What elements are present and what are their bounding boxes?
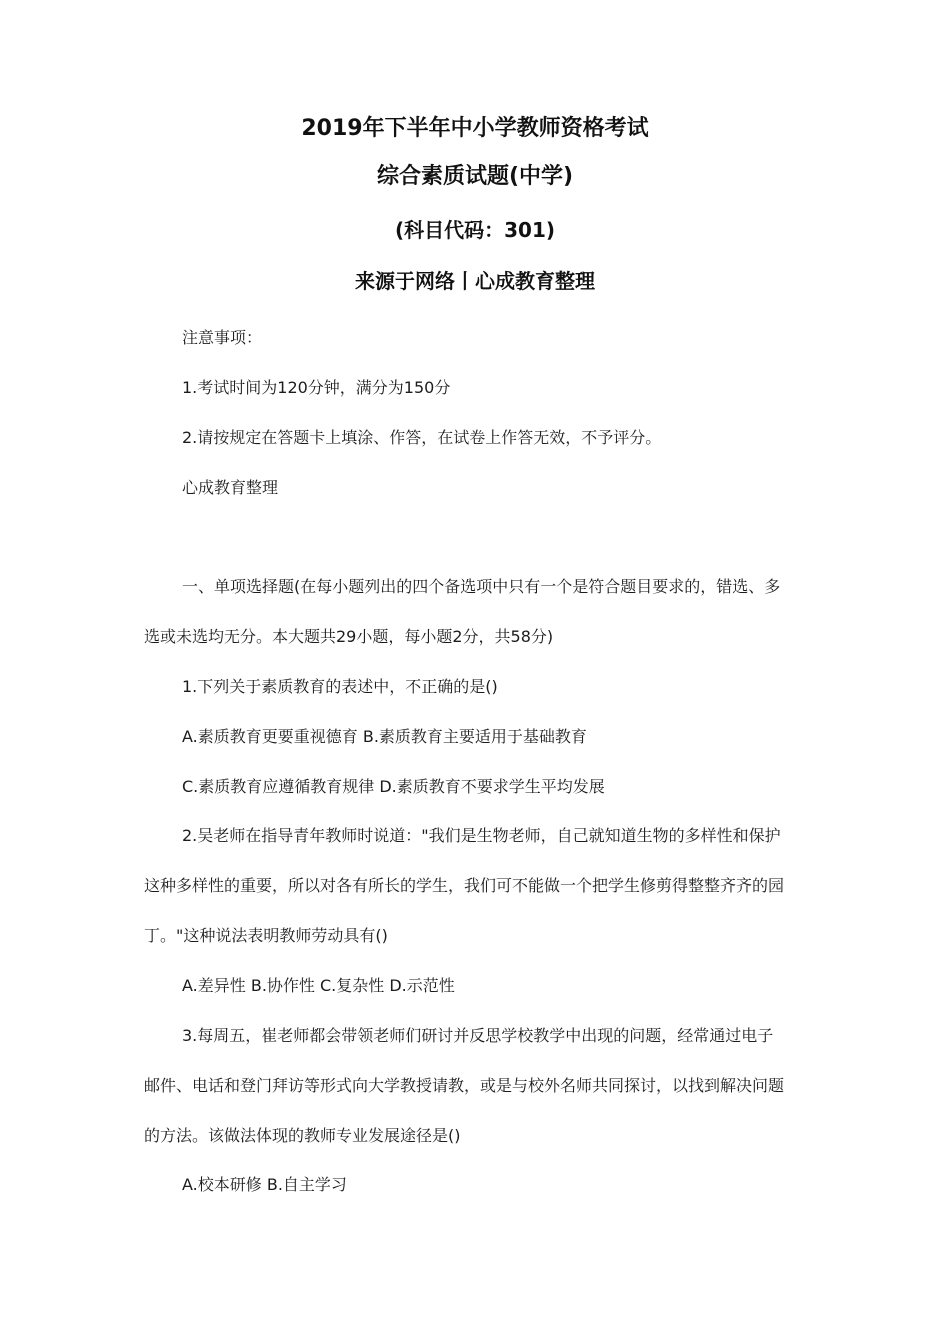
notice-item: 1.考试时间为120分钟，满分为150分 [182,378,451,397]
exam-title: 2019年下半年中小学教师资格考试 [301,116,649,141]
exam-subtitle: 综合素质试题(中学) [376,164,574,189]
question-stem: 3.每周五，崔老师都会带领老师们研讨并反思学校教学中出现的问题，经常通过电子 [182,1026,774,1045]
question-stem-continued: 丁。"这种说法表明教师劳动具有() [144,926,388,945]
question-options: A.素质教育更要重视德育 B.素质教育主要适用于基础教育 [182,727,587,746]
question-stem: 1.下列关于素质教育的表述中，不正确的是() [182,677,498,696]
question-stem-continued: 的方法。该做法体现的教师专业发展途径是() [144,1126,461,1145]
question-options: C.素质教育应遵循教育规律 D.素质教育不要求学生平均发展 [182,777,605,796]
question-stem-continued: 邮件、电话和登门拜访等形式向大学教授请教，或是与校外名师共同探讨，以找到解决问题 [144,1076,785,1095]
question-options: A.差异性 B.协作性 C.复杂性 D.示范性 [182,976,455,995]
source-note: 来源于网络丨心成教育整理 [355,269,595,293]
credit-line: 心成教育整理 [182,478,279,497]
section-intro: 一、单项选择题(在每小题列出的四个备选项中只有一个是符合题目要求的，错选、多 [182,577,781,596]
notice-item: 2.请按规定在答题卡上填涂、作答，在试卷上作答无效，不予评分。 [182,428,662,447]
question-stem: 2.吴老师在指导青年教师时说道："我们是生物老师，自己就知道生物的多样性和保护 [182,826,781,845]
question-stem-continued: 这种多样性的重要，所以对各有所长的学生，我们可不能做一个把学生修剪得整整齐齐的园 [144,876,785,895]
subject-code: (科目代码：301) [394,218,556,242]
notice-heading: 注意事项： [182,328,263,347]
section-intro-continued: 选或未选均无分。本大题共29小题，每小题2分，共58分) [144,627,554,646]
question-options: A.校本研修 B.自主学习 [182,1175,347,1194]
